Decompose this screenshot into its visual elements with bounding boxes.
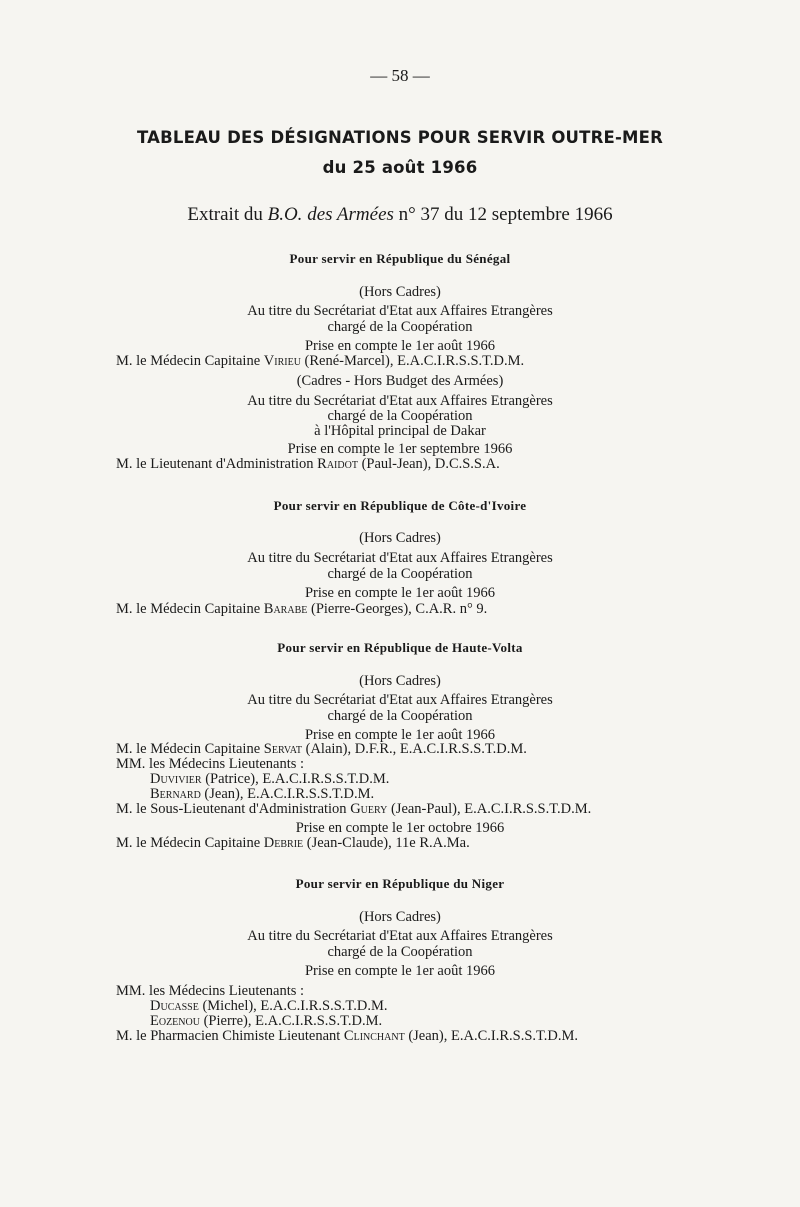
niger-entry-3: M. le Pharmacien Chimiste Lieutenant Clinchant (Jean), E.A.C.I.R.S.S.T.D.M.: [116, 1028, 579, 1044]
cote-ivoire-hors-cadres: (Hors Cadres): [359, 530, 441, 546]
haute-volta-entry-5: M. le Médecin Capitaine Debrie (Jean-Claude), 11e R.A.Ma.: [116, 835, 470, 851]
extract-suffix: n° 37 du 12 septembre 1966: [393, 204, 613, 225]
senegal-entry-1: M. le Médecin Capitaine Virieu (René-Marcel), E.A.C.I.R.S.S.T.D.M.: [116, 353, 525, 369]
niger-charge: chargé de la Coopération: [327, 944, 473, 960]
haute-volta-entry-3: Bernard (Jean), E.A.C.I.R.S.S.T.D.M.: [150, 786, 375, 802]
cote-ivoire-au-titre: Au titre du Secrétariat d'Etat aux Affaires Etrangères: [247, 550, 553, 566]
senegal-prise-2: Prise en compte le 1er septembre 1966: [287, 441, 513, 457]
cote-ivoire-prise: Prise en compte le 1er août 1966: [304, 585, 496, 601]
senegal-cadres-hors-budget: (Cadres - Hors Budget des Armées): [296, 373, 504, 389]
extract-bo: B.O.: [267, 204, 303, 225]
haute-volta-entry-1: M. le Médecin Capitaine Servat (Alain), D.F.R., E.A.C.I.R.S.S.T.D.M.: [116, 741, 527, 757]
document-title: TABLEAU DES DÉSIGNATIONS POUR SERVIR OUTRE-MER: [136, 128, 664, 147]
haute-volta-hors-cadres: (Hors Cadres): [359, 673, 441, 689]
niger-hors-cadres: (Hors Cadres): [359, 909, 441, 925]
section-heading-senegal: Pour servir en République du Sénégal: [289, 251, 511, 266]
section-heading-haute-volta: Pour servir en République de Haute-Volta: [277, 640, 523, 655]
haute-volta-prise-1: Prise en compte le 1er août 1966: [304, 727, 496, 743]
extract-armees: des Armées: [302, 204, 394, 225]
page-number: — 58 —: [370, 66, 430, 85]
senegal-au-titre: Au titre du Secrétariat d'Etat aux Affaires Etrangères: [247, 303, 553, 319]
senegal-entry-2: M. le Lieutenant d'Administration Raidot (Paul-Jean), D.C.S.S.A.: [116, 456, 500, 472]
senegal-hopital: à l'Hôpital principal de Dakar: [314, 423, 486, 439]
niger-mm-lieutenants: MM. les Médecins Lieutenants :: [116, 983, 305, 999]
haute-volta-charge: chargé de la Coopération: [327, 708, 473, 724]
extract-line: [0, 204, 800, 226]
senegal-au-titre-2: Au titre du Secrétariat d'Etat aux Affaires Etrangères: [247, 393, 553, 409]
senegal-prise-1: Prise en compte le 1er août 1966: [304, 338, 496, 354]
senegal-charge-2: chargé de la Coopération: [327, 408, 473, 424]
haute-volta-prise-2: Prise en compte le 1er octobre 1966: [295, 820, 505, 836]
haute-volta-mm-lieutenants: MM. les Médecins Lieutenants :: [116, 756, 305, 772]
haute-volta-entry-2: Duvivier (Patrice), E.A.C.I.R.S.S.T.D.M.: [150, 771, 390, 787]
section-heading-niger: Pour servir en République du Niger: [295, 876, 505, 891]
senegal-hors-cadres: (Hors Cadres): [359, 284, 441, 300]
haute-volta-entry-4: M. le Sous-Lieutenant d'Administration Guery (Jean-Paul), E.A.C.I.R.S.S.T.D.M.: [116, 801, 592, 817]
cote-ivoire-charge: chargé de la Coopération: [327, 566, 473, 582]
niger-entry-2: Eozenou (Pierre), E.A.C.I.R.S.S.T.D.M.: [150, 1013, 383, 1029]
niger-prise: Prise en compte le 1er août 1966: [304, 963, 496, 979]
niger-entry-1: Ducasse (Michel), E.A.C.I.R.S.S.T.D.M.: [150, 998, 388, 1014]
document-date: du 25 août 1966: [322, 158, 478, 177]
niger-au-titre: Au titre du Secrétariat d'Etat aux Affaires Etrangères: [247, 928, 553, 944]
cote-ivoire-entry: M. le Médecin Capitaine Barabe (Pierre-Georges), C.A.R. n° 9.: [116, 601, 488, 617]
section-heading-cote-ivoire: Pour servir en République de Côte-d'Ivoire: [273, 498, 527, 513]
haute-volta-au-titre: Au titre du Secrétariat d'Etat aux Affaires Etrangères: [247, 692, 553, 708]
senegal-charge: chargé de la Coopération: [327, 319, 473, 335]
extract-prefix: Extrait du: [187, 204, 268, 225]
